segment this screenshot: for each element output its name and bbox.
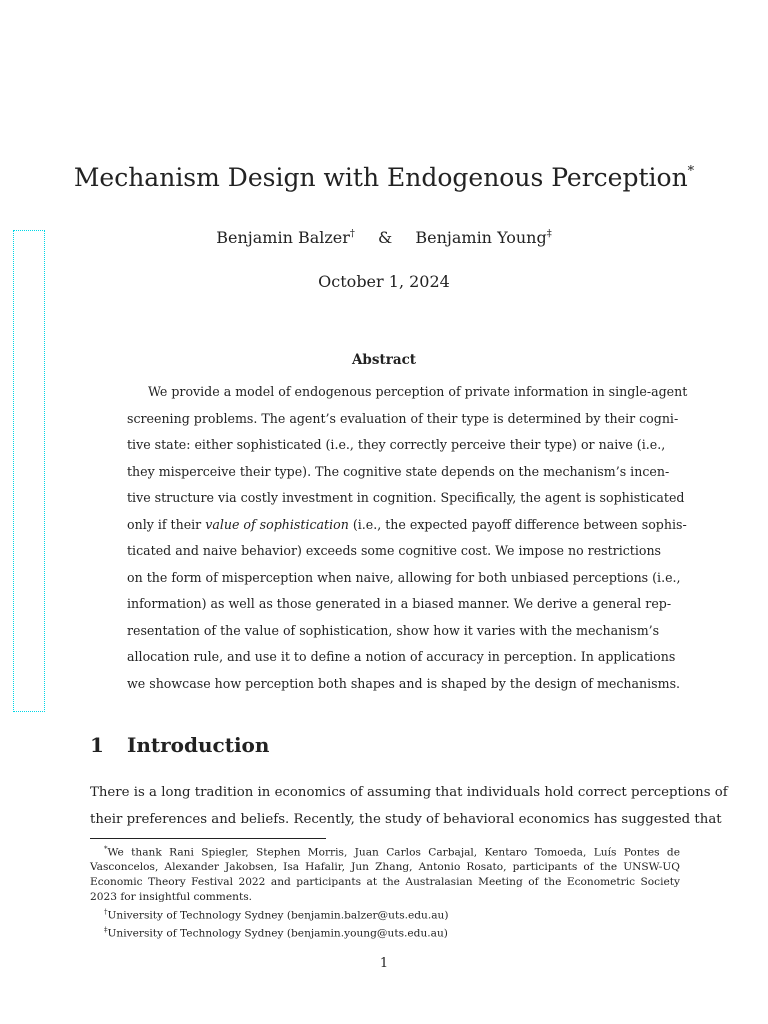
author-list xyxy=(0,228,768,247)
author-2: Benjamin Young‡ xyxy=(415,228,552,247)
paper-title: Mechanism Design with Endogenous Perception* xyxy=(73,163,695,192)
footnote-line: Economic Theory Festival 2022 and participants at the Australasian Meeting of the Econometric Society xyxy=(90,876,680,889)
arxiv-stamp-box xyxy=(13,230,45,712)
footnote-rule xyxy=(90,838,326,839)
body-line: their preferences and beliefs. Recently, the study of behavioral economics has suggested that xyxy=(90,811,722,827)
footnotes xyxy=(90,842,680,941)
author-separator: & xyxy=(378,228,393,247)
body-line: There is a long tradition in economics of assuming that individuals hold correct perceptions of xyxy=(90,785,728,800)
abstract-line: tive structure via costly investment in cognition. Specifically, the agent is sophisticated xyxy=(127,490,685,505)
footnote-affiliation: ‡University of Technology Sydney (benjamin.young@uts.edu.au) xyxy=(104,926,448,940)
abstract-line: they misperceive their type). The cognitive state depends on the mechanism’s incen- xyxy=(127,463,670,479)
abstract-heading: Abstract xyxy=(351,352,417,368)
abstract-line: We provide a model of endogenous perception of private information in single-agent xyxy=(148,384,688,399)
section-number: 1 xyxy=(90,733,104,757)
footnote-line: 2023 for insightful comments. xyxy=(90,890,253,903)
section-heading xyxy=(90,733,269,757)
abstract-line: information) as well as those generated in a biased manner. We derive a general rep- xyxy=(127,596,672,611)
paper-date: October 1, 2024 xyxy=(318,272,450,291)
abstract-line: resentation of the value of sophistication, show how it varies with the mechanism’s xyxy=(127,622,660,638)
abstract-line: ticated and naive behavior) exceeds some cognitive cost. We impose no restrictions xyxy=(127,543,662,558)
abstract-body xyxy=(127,379,688,697)
abstract-line: screening problems. The agent’s evaluation of their type is determined by their cogni- xyxy=(127,410,679,426)
footnote-line: Vasconcelos, Alexander Jakobsen, Isa Hafalir, Jun Zhang, Antonio Rosato, participants of the UNSW-UQ xyxy=(90,861,680,874)
abstract-line: tive state: either sophisticated (i.e., they correctly perceive their type) or naive (i.e., xyxy=(127,437,666,452)
footnote-affiliation: †University of Technology Sydney (benjamin.balzer@uts.edu.au) xyxy=(104,907,449,922)
abstract-line: only if their value of sophistication (i.e., the expected payoff difference between sophis- xyxy=(127,516,687,532)
emphasized-term: value of sophistication xyxy=(205,516,349,532)
abstract-line: we showcase how perception both shapes and is shaped by the design of mechanisms. xyxy=(127,675,681,691)
abstract-line: allocation rule, and use it to define a notion of accuracy in perception. In applications xyxy=(127,649,676,664)
intro-paragraph xyxy=(90,780,728,833)
abstract-line: on the form of misperception when naive, allowing for both unbiased perceptions (i.e., xyxy=(127,569,681,585)
footnote-line: *We thank Rani Spiegler, Stephen Morris, Juan Carlos Carbajal, Kentaro Tomoeda, Luís Pontes de xyxy=(104,845,680,859)
page-number: 1 xyxy=(379,956,389,971)
section-title: Introduction xyxy=(127,733,270,757)
author-1: Benjamin Balzer† xyxy=(216,228,355,247)
title-footnote-mark: * xyxy=(687,163,695,179)
